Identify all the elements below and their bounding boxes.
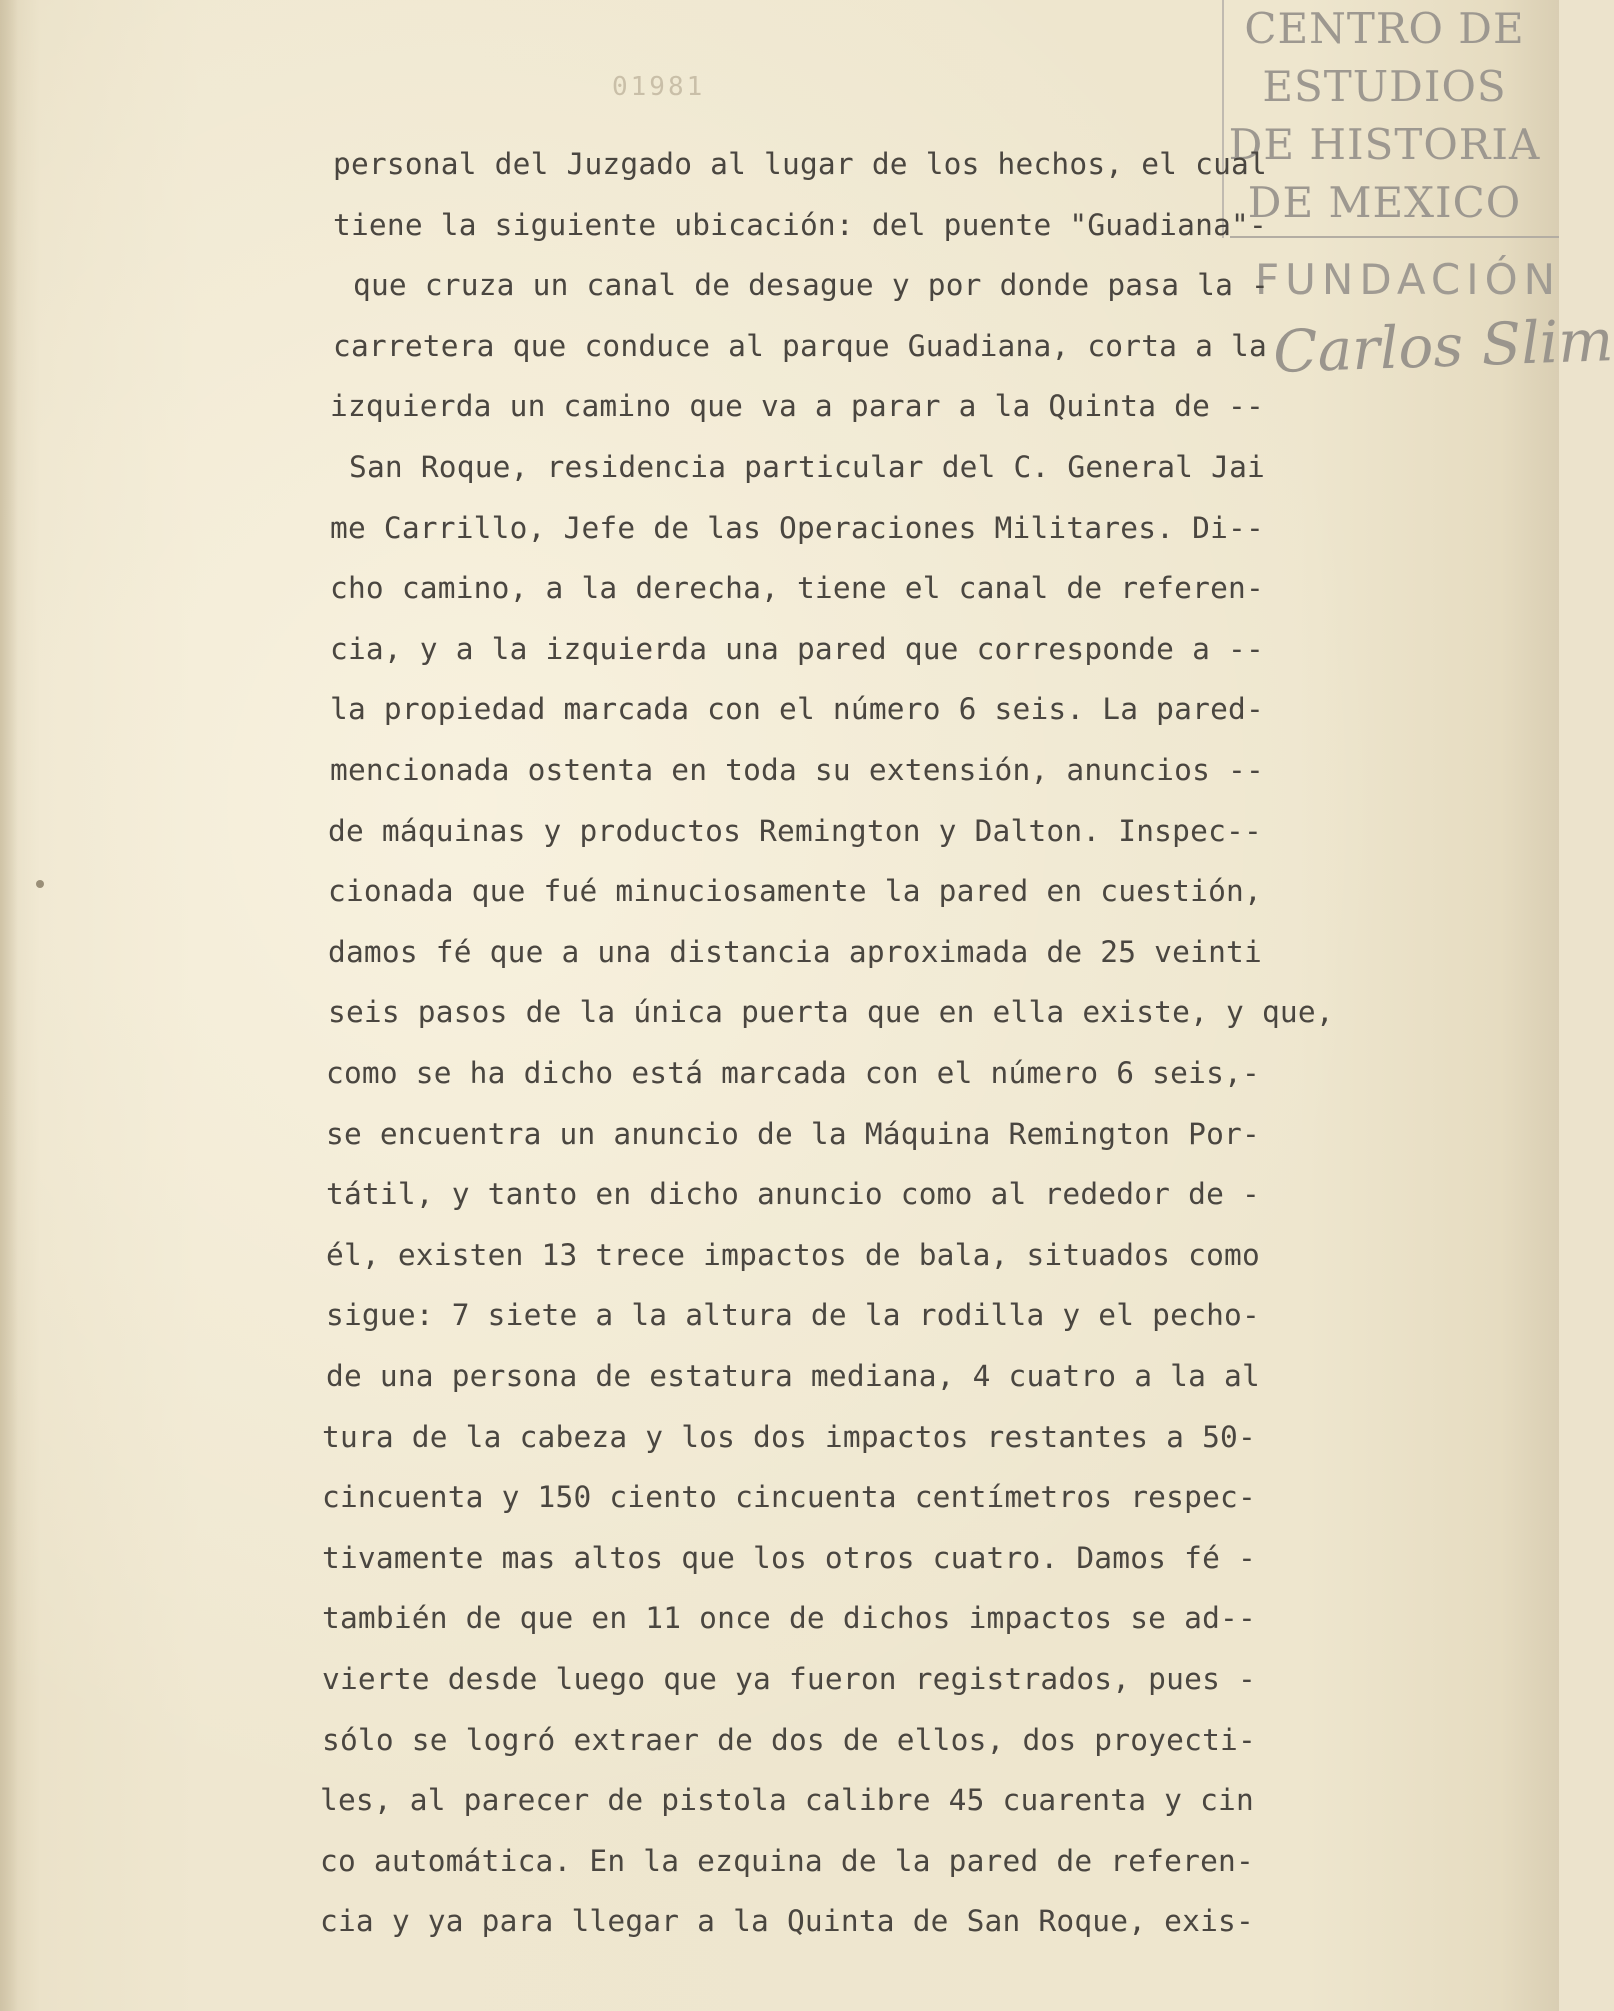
text-line: cionada que fué minuciosamente la pared en cuestión, xyxy=(328,874,1262,908)
signature-logo: Carlos Slim xyxy=(1272,306,1614,386)
text-line: sigue: 7 siete a la altura de la rodilla y el pecho- xyxy=(326,1298,1260,1332)
text-line: cia y ya para llegar a la Quinta de San Roque, exis- xyxy=(320,1904,1254,1938)
text-line: como se ha dicho está marcada con el número 6 seis,- xyxy=(326,1056,1260,1090)
text-line: tura de la cabeza y los dos impactos restantes a 50- xyxy=(322,1420,1256,1454)
text-line: cincuenta y 150 ciento cincuenta centímetros respec- xyxy=(322,1480,1256,1514)
stamp-divider xyxy=(1230,236,1559,238)
text-line: vierte desde luego que ya fueron registrados, pues - xyxy=(322,1662,1256,1696)
text-line: también de que en 11 once de dichos impactos se ad-- xyxy=(322,1601,1256,1635)
text-line: tátil, y tanto en dicho anuncio como al rededor de - xyxy=(326,1177,1260,1211)
text-line: cho camino, a la derecha, tiene el canal de referen- xyxy=(330,571,1264,605)
text-line: mencionada ostenta en toda su extensión, anuncios -- xyxy=(330,753,1264,787)
text-line: de una persona de estatura mediana, 4 cuatro a la al xyxy=(326,1359,1260,1393)
stamp-line-2: ESTUDIOS xyxy=(1262,62,1507,111)
foundation-label: FUNDACIÓN xyxy=(1255,255,1562,304)
text-line: les, al parecer de pistola calibre 45 cuarenta y cin xyxy=(320,1783,1254,1817)
text-line: se encuentra un anuncio de la Máquina Remington Por- xyxy=(326,1117,1260,1151)
archive-stamp xyxy=(1210,0,1559,240)
text-line: sólo se logró extraer de dos de ellos, dos proyecti- xyxy=(322,1723,1256,1757)
stamp-line-4: DE MEXICO xyxy=(1247,178,1522,227)
text-line: me Carrillo, Jefe de las Operaciones Militares. Di-- xyxy=(330,511,1264,545)
paper-blemish xyxy=(36,880,44,888)
stamp-divider-vertical xyxy=(1222,0,1224,238)
text-line: cia, y a la izquierda una pared que corresponde a -- xyxy=(330,632,1264,666)
stamp-line-1: CENTRO DE xyxy=(1244,4,1525,53)
text-line: la propiedad marcada con el número 6 seis. La pared- xyxy=(330,692,1264,726)
text-line: damos fé que a una distancia aproximada de 25 veinti xyxy=(328,935,1262,969)
text-line: de máquinas y productos Remington y Dalton. Inspec-- xyxy=(328,814,1262,848)
text-line: San Roque, residencia particular del C. General Jai xyxy=(349,450,1265,484)
text-line: él, existen 13 trece impactos de bala, situados como xyxy=(326,1238,1260,1272)
text-line: tivamente mas altos que los otros cuatro. Damos fé - xyxy=(322,1541,1256,1575)
text-line: que cruza un canal de desague y por donde pasa la - xyxy=(353,268,1269,302)
text-line: personal del Juzgado al lugar de los hechos, el cual xyxy=(333,147,1267,181)
paper-edge-shadow xyxy=(0,0,18,2011)
folio-number: 01981 xyxy=(612,72,706,102)
text-line: co automática. En la ezquina de la pared de referen- xyxy=(320,1844,1254,1878)
text-line: seis pasos de la única puerta que en ella existe, y que, xyxy=(328,995,1334,1029)
text-line: carretera que conduce al parque Guadiana, corta a la xyxy=(333,329,1267,363)
stamp-line-3: DE HISTORIA xyxy=(1228,120,1541,169)
text-line: izquierda un camino que va a parar a la Quinta de -- xyxy=(330,389,1264,423)
text-line: tiene la siguiente ubicación: del puente "Guadiana"- xyxy=(333,208,1267,242)
